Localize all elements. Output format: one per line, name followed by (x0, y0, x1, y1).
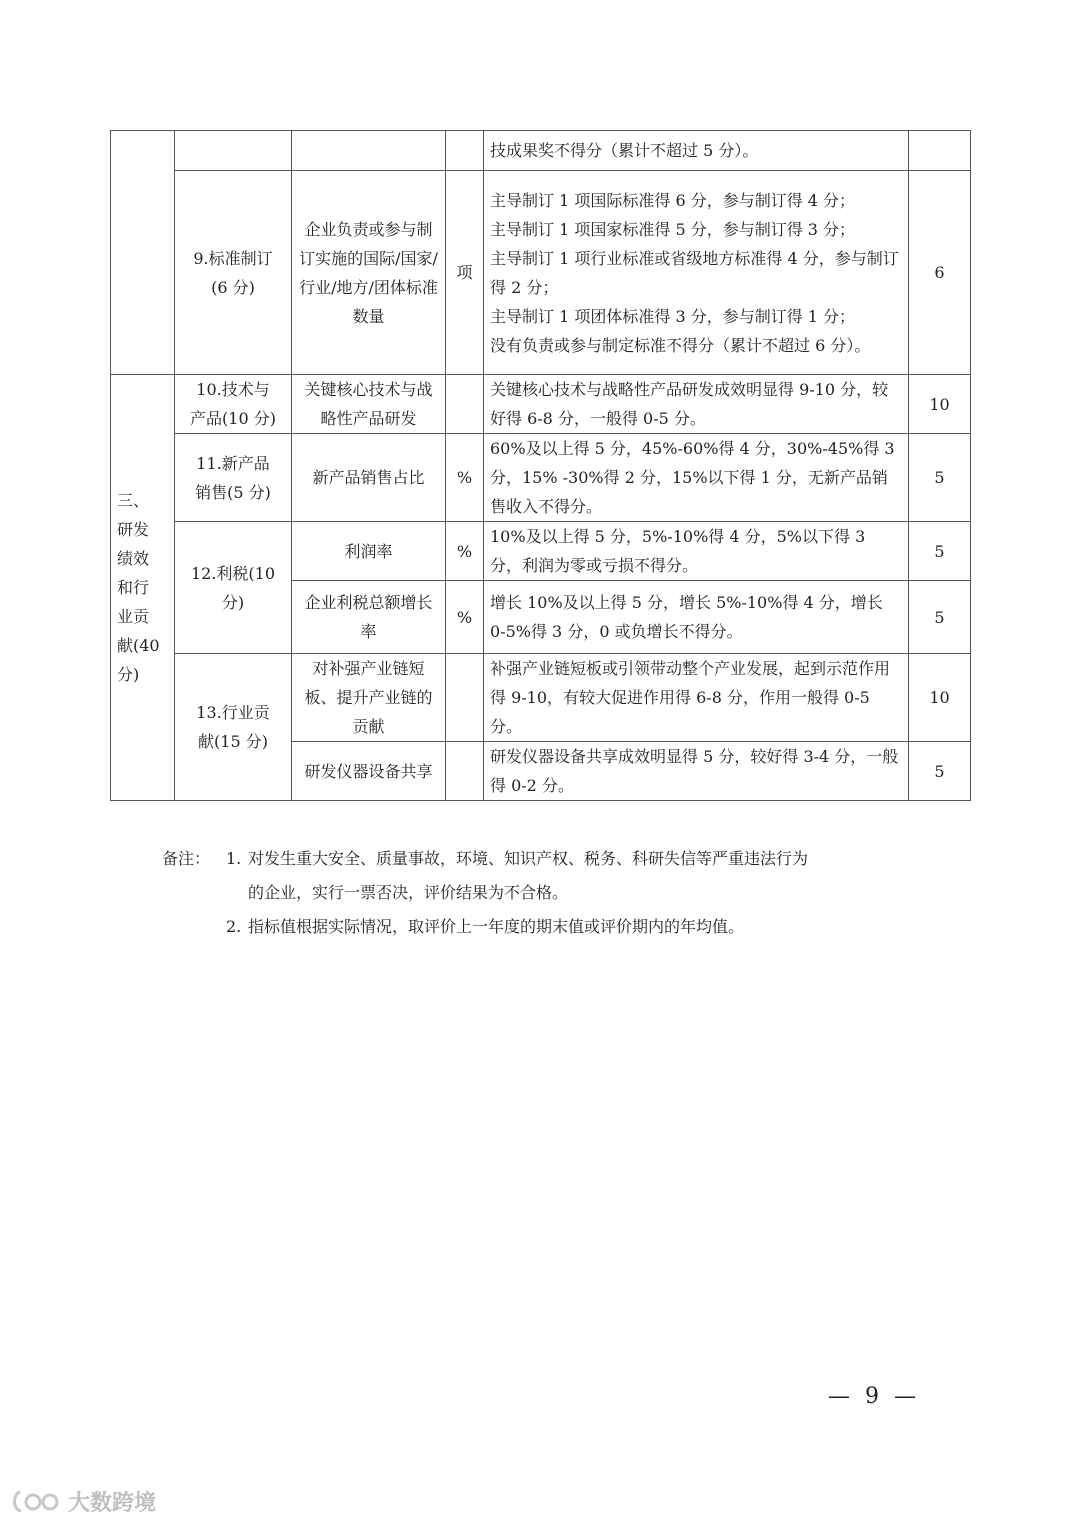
watermark-text: 大数跨境 (68, 1491, 157, 1516)
item-cell: 利润率 (292, 522, 446, 581)
criteria-cell: 60%及以上得 5 分，45%-60%得 4 分，30%-45%得 3 分，15% -30%得 2 分，15%以下得 1 分，无新产品销售收入不得分。 (484, 434, 909, 522)
category-cell-empty (111, 131, 175, 375)
criteria-cell: 补强产业链短板或引领带动整个产业发展，起到示范作用得 9-10，有较大促进作用得 6-8 分，作用一般得 0-5 分。 (484, 654, 909, 742)
notes-label: 备注： (162, 849, 211, 868)
category-cell: 三、 研发 绩效 和行 业贡 献(40 分) (111, 375, 175, 801)
score-cell: 5 (909, 742, 971, 801)
table-row (111, 131, 971, 171)
score-cell (909, 131, 971, 171)
unit-cell (446, 131, 484, 171)
watermark-logo-icon (10, 1489, 64, 1515)
table-row (111, 522, 971, 581)
criteria-cell: 10%及以上得 5 分，5%-10%得 4 分，5%以下得 3 分，利润为零或亏损不得分。 (484, 522, 909, 581)
notes-section (162, 842, 962, 944)
item-cell: 对补强产业链短板、提升产业链的贡献 (292, 654, 446, 742)
evaluation-table (110, 130, 971, 801)
score-cell: 10 (909, 375, 971, 434)
indicator-cell: 9.标准制订 (6 分) (175, 171, 292, 375)
unit-cell: % (446, 581, 484, 654)
table-row (111, 171, 971, 375)
criteria-cell: 技成果奖不得分（累计不超过 5 分）。 (484, 131, 909, 171)
item-cell: 研发仪器设备共享 (292, 742, 446, 801)
indicator-cell: 10.技术与 产品(10 分) (175, 375, 292, 434)
criteria-cell: 关键核心技术与战略性产品研发成效明显得 9-10 分，较好得 6-8 分，一般得 0-5 分。 (484, 375, 909, 434)
table-row (111, 375, 971, 434)
indicator-cell: 12.利税(10 分) (175, 522, 292, 654)
item-cell: 新产品销售占比 (292, 434, 446, 522)
indicator-cell: 13.行业贡 献(15 分) (175, 654, 292, 801)
score-cell: 6 (909, 171, 971, 375)
score-cell: 5 (909, 581, 971, 654)
item-cell: 企业负责或参与制订实施的国际/国家/行业/地方/团体标准数量 (292, 171, 446, 375)
table-row (111, 434, 971, 522)
score-cell: 5 (909, 434, 971, 522)
item-cell: 企业利税总额增长率 (292, 581, 446, 654)
unit-cell: % (446, 434, 484, 522)
criteria-cell: 增长 10%及以上得 5 分，增长 5%-10%得 4 分，增长 0-5%得 3 分，0 或负增长不得分。 (484, 581, 909, 654)
note-item (162, 842, 962, 876)
score-cell: 5 (909, 522, 971, 581)
note-text-continued: 的企业，实行一票否决，评价结果为不合格。 (248, 883, 569, 902)
indicator-cell: 11.新产品 销售(5 分) (175, 434, 292, 522)
table-row (111, 654, 971, 742)
criteria-cell: 研发仪器设备共享成效明显得 5 分，较好得 3-4 分，一般得 0-2 分。 (484, 742, 909, 801)
note-number: 1. (226, 849, 242, 868)
unit-cell (446, 654, 484, 742)
score-cell: 10 (909, 654, 971, 742)
item-cell (292, 131, 446, 171)
note-number: 2. (226, 917, 242, 936)
note-text: 指标值根据实际情况，取评价上一年度的期末值或评价期内的年均值。 (248, 917, 745, 936)
indicator-cell (175, 131, 292, 171)
page-number: — 9 — (828, 1384, 920, 1409)
criteria-cell: 主导制订 1 项国际标准得 6 分，参与制订得 4 分； 主导制订 1 项国家标准得 5 分，参与制订得 3 分； 主导制订 1 项行业标准或省级地方标准得 4 分，参与制订得 2 分； 主导制订 1 项团体标准得 3 分，参与制订得 1 分； 没有负责或参与制定标准不得分（累计不超过 6 分）。 (484, 171, 909, 375)
unit-cell (446, 375, 484, 434)
note-text: 对发生重大安全、质量事故，环境、知识产权、税务、科研失信等严重违法行为 (248, 849, 809, 868)
watermark (10, 1486, 156, 1517)
note-item (162, 910, 962, 944)
unit-cell: 项 (446, 171, 484, 375)
unit-cell: % (446, 522, 484, 581)
item-cell: 关键核心技术与战略性产品研发 (292, 375, 446, 434)
unit-cell (446, 742, 484, 801)
